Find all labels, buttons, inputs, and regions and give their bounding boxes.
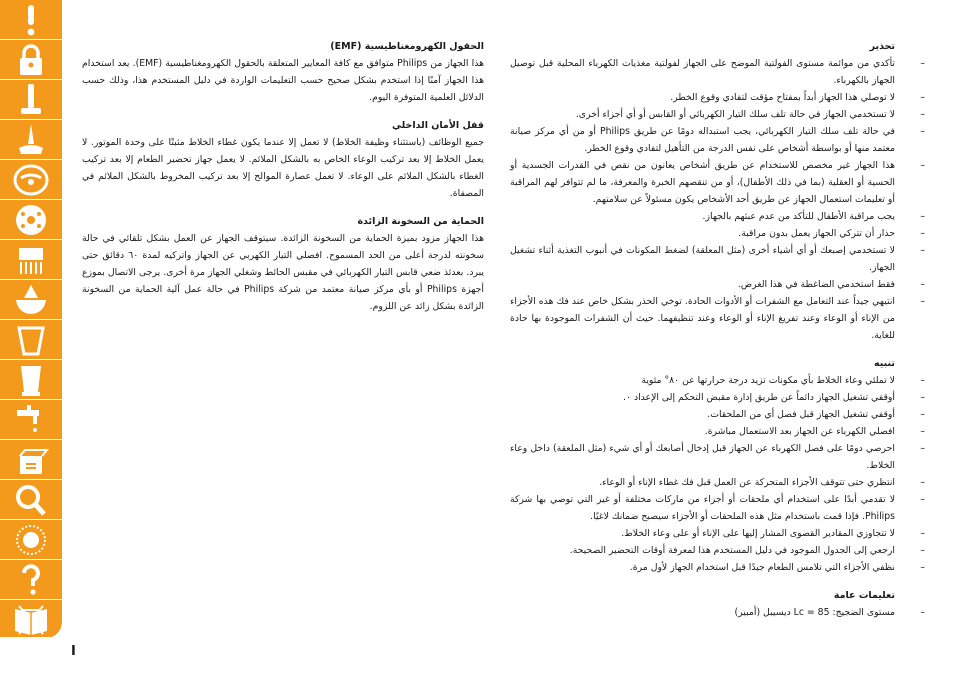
emf-text: هذا الجهاز من Philips متوافق مع كافة المعايير المتعلقة بالحقول الكهرومغناطيسية (EMF). يعد استخدام هذا الجهاز آمنًا إذا استخدم بشكل صحيح حسب التعليمات الواردة في دليل المستخدم هذا، وذلك حسب الدلائل العلمية المتوفرة اليوم.: [82, 58, 485, 103]
warning-section: [510, 38, 895, 344]
caution-list: [510, 372, 895, 576]
tab-help[interactable]: [0, 560, 62, 600]
list-item: – نظفي الأجزاء التي تلامس الطعام جيدًا قبل استخدام الجهاز لأول مرة.: [510, 559, 895, 576]
tab-citrus-press[interactable]: [0, 280, 62, 320]
list-item: – مستوى الضجيج: Lc = 85 ديسيبل (أمبير): [510, 604, 895, 621]
tab-hand-blender[interactable]: [0, 80, 62, 120]
interlock-text: جميع الوظائف (باستثناء وظيفة الخلاط) لا تعمل إلا عندما يكون غطاء الخلاط مثبتًا على وحدة الموتور. لا يعمل الخلاط إلا بعد تركيب الوعاء الخاص به بالشكل الملائم. لا يعمل جهاز تحضير الطعام إلا بعد تركيب الغطاء بالشكل الملائم على الوعاء. لا تعمل عصارة الموالح إلا بعد تركيب المخروط بالشكل الملائم في المصفاة.: [82, 137, 484, 199]
tab-kneading[interactable]: [0, 240, 62, 280]
list-item: – في حالة تلف سلك التيار الكهربائي، يجب استبداله دومًا عن طريق Philips أو من أي مركز صيانة معتمد منها أو بواسطة أشخاص على نفس الدرجة من التأهيل لتفادي وقوع الخطر.: [510, 123, 895, 157]
chopper-blade-icon: [11, 122, 51, 158]
storage-box-icon: [11, 442, 51, 478]
tab-cleaning[interactable]: [0, 400, 62, 440]
padlock-icon: [11, 42, 51, 78]
interlock-section: [82, 117, 484, 202]
emf-title: الحقول الكهرومغناطيسية (EMF): [330, 41, 484, 52]
warning-title: تحذير: [869, 41, 895, 52]
emf-section: [82, 38, 484, 106]
list-item: – أوقفي تشغيل الجهاز دائماً عن طريق إدارة مقبض التحكم إلى الإعداد ٠.: [510, 389, 895, 406]
tab-storage[interactable]: [0, 440, 62, 480]
tab-environment[interactable]: [0, 520, 62, 560]
section-tab-bar: [0, 0, 62, 638]
tab-troubleshooting[interactable]: [0, 480, 62, 520]
caution-section: [510, 355, 895, 576]
list-item: – لا توصلي هذا الجهاز أبداً بمفتاح مؤقت لتفادي وقوع الخطر.: [510, 89, 895, 106]
tab-slicing-disc[interactable]: [0, 160, 62, 200]
caution-title: تنبيه: [874, 358, 895, 369]
list-item: – احرصي دومًا على فصل الكهرباء عن الجهاز قبل إدخال أصابعك أو أي شيء (مثل الملعقة) داخل وعاء الخلاط.: [510, 440, 895, 474]
kneading-bowl-icon: [11, 242, 51, 278]
overheat-text: هذا الجهاز مزود بميزة الحماية من السخونة الزائدة. سيتوقف الجهاز عن العمل بشكل تلقائي في حالة سخونته لدرجة أعلى من الحد المسموح. افصلي التيار الكهربي عن الجهاز واتركيه لمدة ٦٠ دقائق حتى يبرد. بعدئذ ضعي قابس التيار الكهربائي في مقبس الحائط وشغلي الجهاز مرة أخرى. يرجى الاتصال بموزع أجهزة Philips أو بأي مركز صيانة معتمد من شركة Philips في حالة عمل آلية الحماية من السخونة الزائدة بشكل زائد عن اللزوم.: [82, 233, 484, 312]
slicing-disc-icon: [11, 162, 51, 198]
info-column: [82, 38, 484, 326]
list-item: – انتظري حتى تتوقف الأجزاء المتحركة عن العمل قبل فك غطاء الإناء أو الوعاء.: [510, 474, 895, 491]
tab-blender[interactable]: [0, 360, 62, 400]
list-item: – ارجعي إلى الجدول الموجود في دليل المستخدم هذا لمعرفة أوقات التحضير الصحيحة.: [510, 542, 895, 559]
hand-blender-icon: [11, 82, 51, 118]
list-item: – فقط استخدمي الضاغطة في هذا الغرض.: [510, 276, 895, 293]
recipe-book-icon: [11, 601, 51, 637]
exclamation-icon: [11, 2, 51, 38]
tap-cleaning-icon: [11, 402, 51, 438]
overheat-title: الحماية من السخونة الزائدة: [357, 216, 484, 227]
general-section: [510, 587, 895, 621]
list-item: – لا تقدمي أبدًا على استخدام أي ملحقات أو أجزاء من ماركات مختلفة أو غير التي توصي بها شركة Philips. فإذا قمت باستخدام مثل هذه الملحقات أو الأجزاء سيصبح ضمانك لاغيًا.: [510, 491, 895, 525]
list-item: – لا تستخدمي إصبعك أو أي أشياء أخرى (مثل المعلقة) لضغط المكونات في أنبوب التغذية أثناء تشغيل الجهاز.: [510, 242, 895, 276]
page-number: I: [71, 644, 76, 659]
magnifier-icon: [11, 482, 51, 518]
juicer-cone-icon: [11, 322, 51, 358]
tab-grating-disc[interactable]: [0, 200, 62, 240]
overheat-section: [82, 213, 484, 315]
list-item: – حذار أن تتركي الجهاز يعمل بدون مراقبة.: [510, 225, 895, 242]
safety-column: [510, 38, 895, 632]
general-list: [510, 604, 895, 621]
interlock-title: قفل الأمان الداخلي: [392, 120, 484, 131]
list-item: – يجب مراقبة الأطفال للتأكد من عدم عبثهم بالجهاز.: [510, 208, 895, 225]
list-item: – لا تستخدمي الجهاز في حالة تلف سلك التيار الكهربائي أو القابس أو أي أجزاء أخرى.: [510, 106, 895, 123]
tab-safety[interactable]: [0, 0, 62, 40]
citrus-press-icon: [11, 282, 51, 318]
question-icon: [11, 562, 51, 598]
warning-list: [510, 55, 895, 344]
list-item: – هذا الجهاز غير مخصص للاستخدام عن طريق أشخاص يعانون من نقص في القدرات الجسدية أو الحسية أو العقلية (بما في ذلك الأطفال)، أو من تنقصهم الخبرة والمعرفة، ما لم تتوافر لهم المراقبة أو تعليمات استعمال الجهاز عن طريق أحد الأشخاص يكون مسئولاً عن سلامتهم.: [510, 157, 895, 208]
list-item: – تأكدي من موائمة مستوى الفولتية الموضح على الجهاز لفولتية مغذيات الكهرباء المحلية قبل توصيل الجهاز بالكهرباء.: [510, 55, 895, 89]
tab-chopper[interactable]: [0, 120, 62, 160]
grating-disc-icon: [11, 202, 51, 238]
environment-seal-icon: [11, 522, 51, 558]
general-title: تعليمات عامة: [833, 590, 895, 601]
tab-security[interactable]: [0, 40, 62, 80]
list-item: – انتبهي جيداً عند التعامل مع الشفرات أو الأدوات الحادة. توخي الحذر بشكل خاص عند فك هذه الأجزاء من الإناء أو الوعاء وعند تفريغ الإناء أو الوعاء وعند تنظيفهما. حيث أن الشفرات الموجودة بها حادة للغاية.: [510, 293, 895, 344]
blender-jar-icon: [11, 362, 51, 398]
list-item: – لا تتجاوزي المقادير القصوى المشار إليها على الإناء أو على وعاء الخلاط.: [510, 525, 895, 542]
tab-recipes[interactable]: [0, 600, 62, 638]
list-item: – افصلي الكهرباء عن الجهاز بعد الاستعمال مباشرة.: [510, 423, 895, 440]
list-item: – لا تملئي وعاء الخلاط بأي مكونات تزيد درجة حرارتها عن ٨٠° مئوية: [510, 372, 895, 389]
list-item: – أوقفي تشغيل الجهاز قبل فصل أي من الملحقات.: [510, 406, 895, 423]
tab-juicer[interactable]: [0, 320, 62, 360]
